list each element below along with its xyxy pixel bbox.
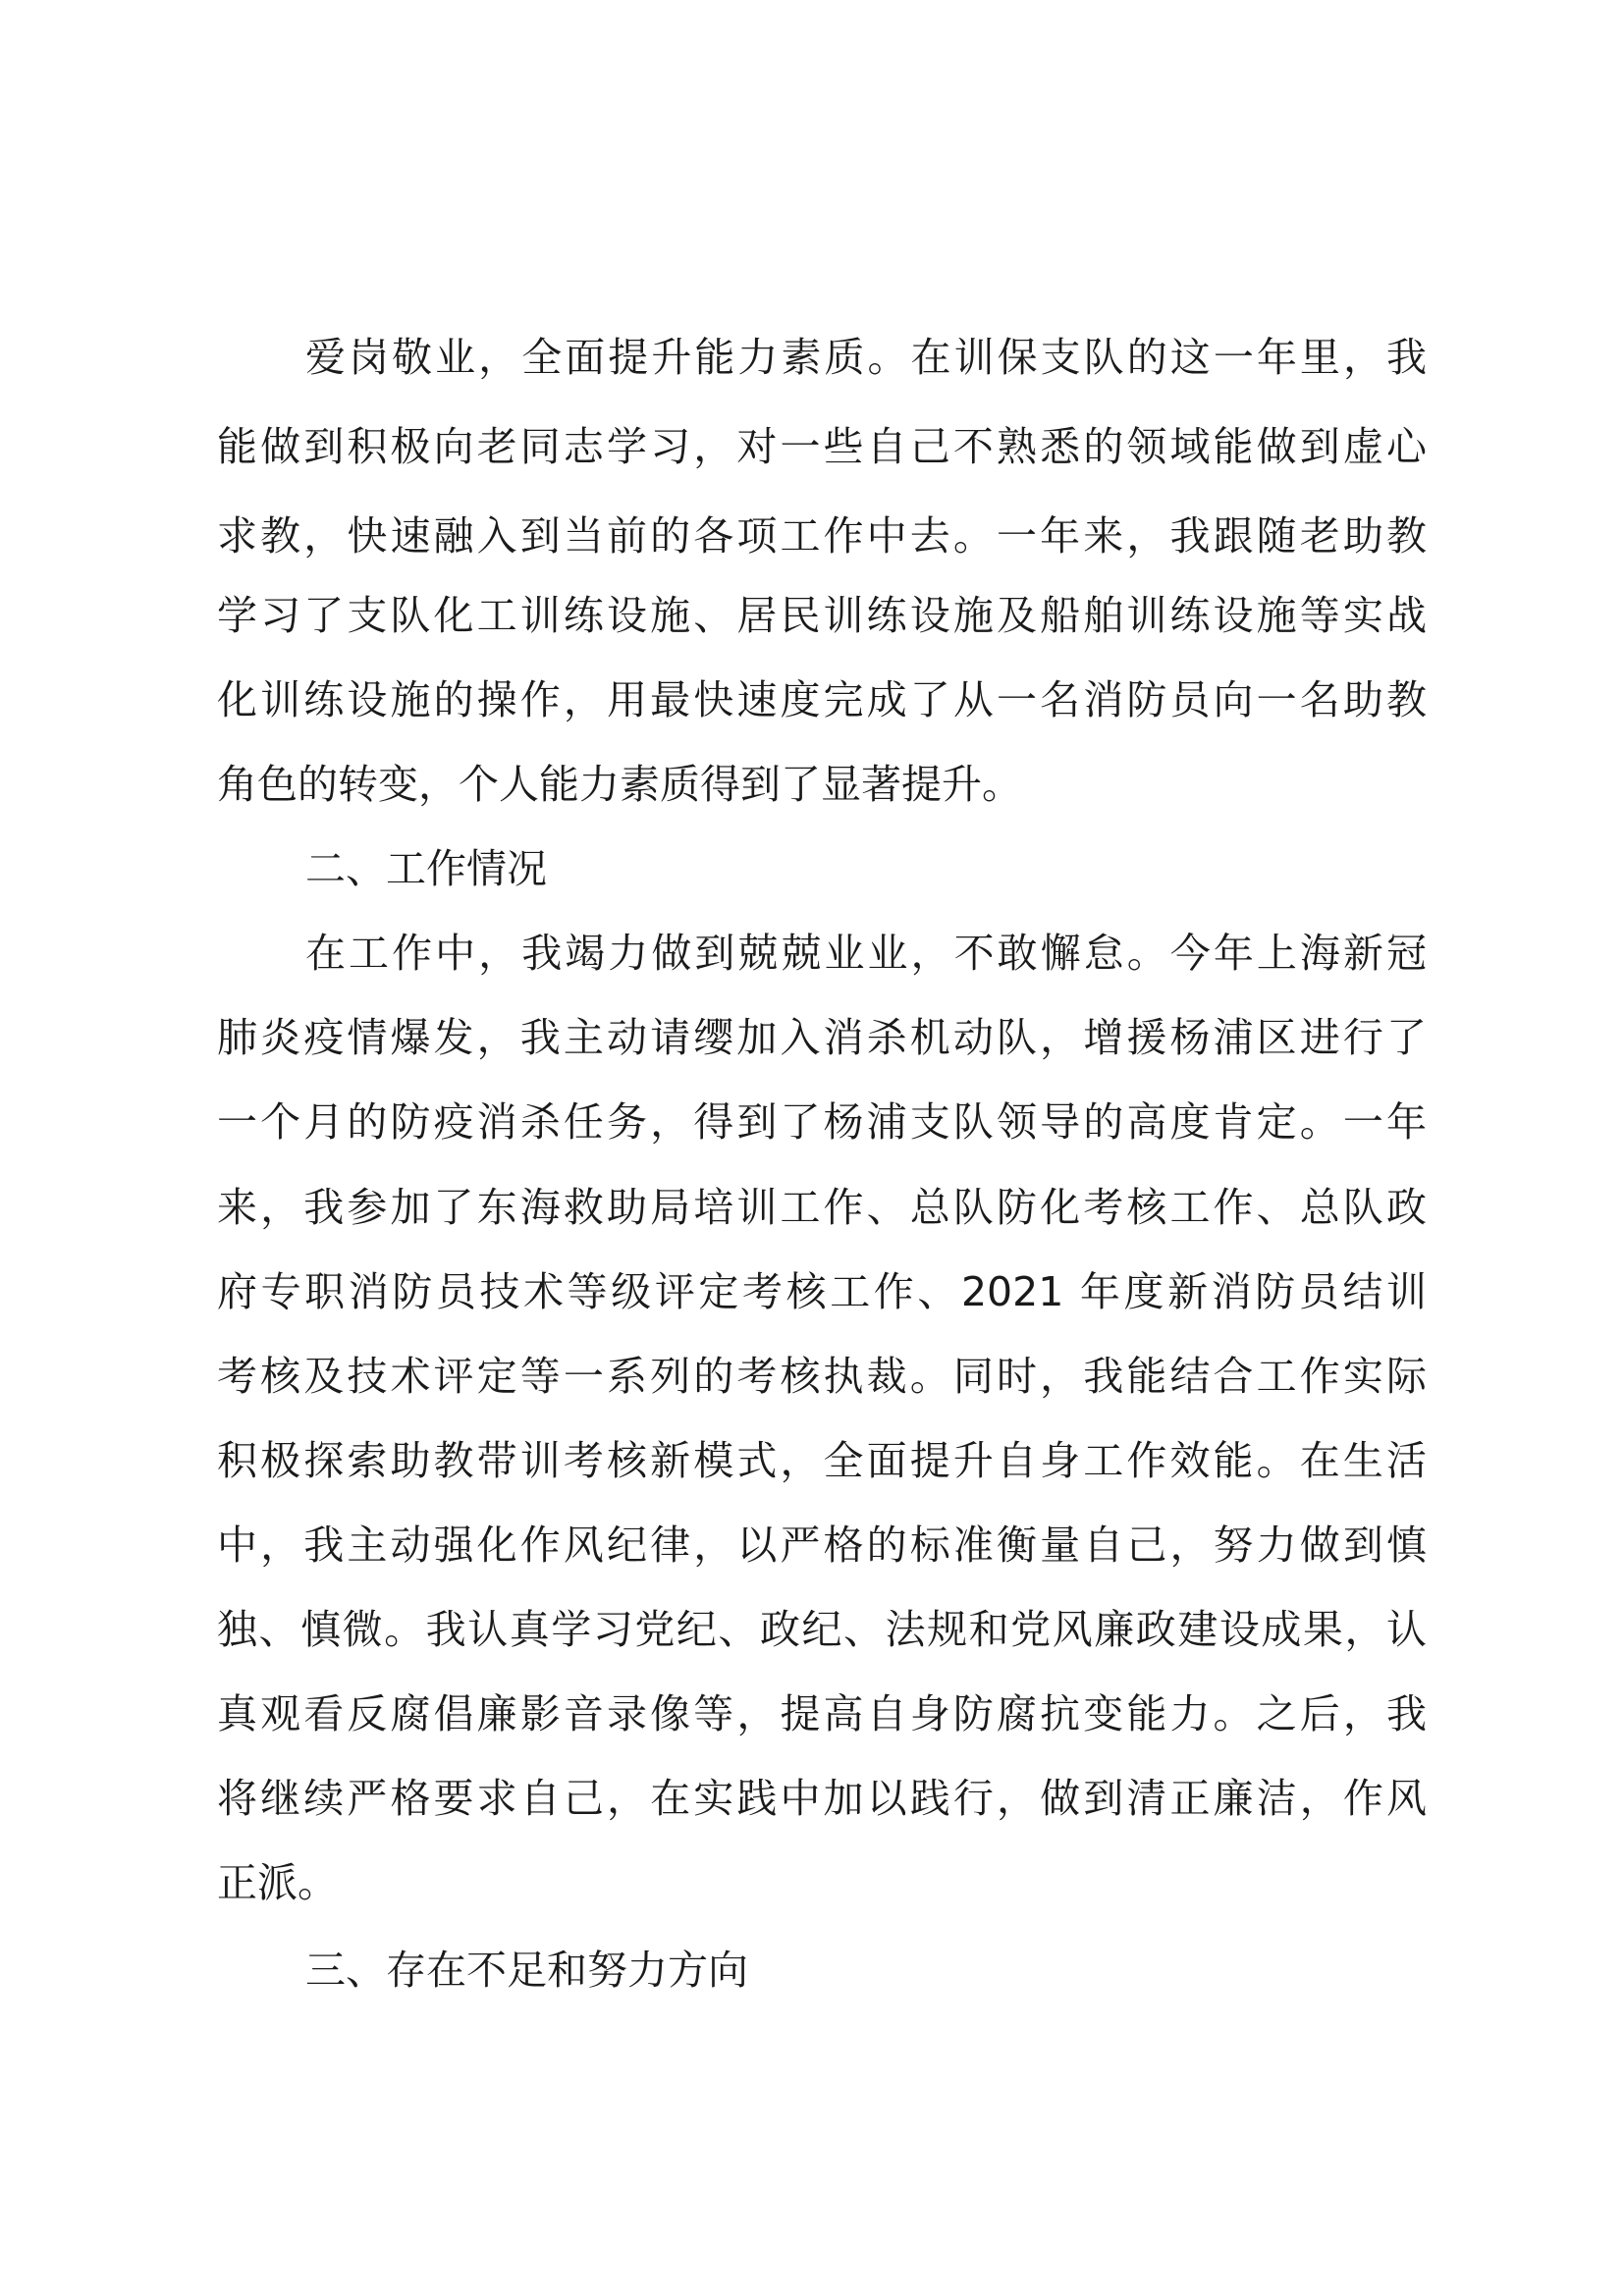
paragraph-line: 府专职消防员技术等级评定考核工作、2021 年度新消防员结训 [217,1268,1427,1315]
section-heading: 二、工作情况 [305,845,547,892]
paragraph-line: 角色的转变，个人能力素质得到了显著提升。 [217,761,1022,808]
section-heading: 三、存在不足和努力方向 [305,1947,748,1994]
paragraph-line: 来，我参加了东海救助局培训工作、总队防化考核工作、总队政 [217,1184,1427,1231]
paragraph-line: 正派。 [217,1859,338,1906]
paragraph-line: 爱岗敬业，全面提升能力素质。在训保支队的这一年里，我 [305,334,1427,381]
paragraph-line: 真观看反腐倡廉影音录像等，提高自身防腐抗变能力。之后，我 [217,1690,1427,1737]
paragraph-line: 能做到积极向老同志学习，对一些自己不熟悉的领域能做到虚心 [217,423,1427,470]
paragraph-line: 求教，快速融入到当前的各项工作中去。一年来，我跟随老助教 [217,512,1427,560]
paragraph-line: 积极探索助教带训考核新模式，全面提升自身工作效能。在生活 [217,1437,1427,1484]
paragraph-line: 肺炎疫情爆发，我主动请缨加入消杀机动队，增援杨浦区进行了 [217,1014,1427,1061]
paragraph-line: 在工作中，我竭力做到兢兢业业，不敢懈怠。今年上海新冠 [305,930,1427,977]
paragraph-line: 中，我主动强化作风纪律，以严格的标准衡量自己，努力做到慎 [217,1522,1427,1569]
paragraph-line: 学习了支队化工训练设施、居民训练设施及船舶训练设施等实战 [217,592,1427,639]
paragraph-line: 化训练设施的操作，用最快速度完成了从一名消防员向一名助教 [217,676,1427,723]
paragraph-line: 独、慎微。我认真学习党纪、政纪、法规和党风廉政建设成果，认 [217,1606,1427,1653]
paragraph-line: 考核及技术评定等一系列的考核执裁。同时，我能结合工作实际 [217,1353,1427,1400]
paragraph-line: 将继续严格要求自己，在实践中加以践行，做到清正廉洁，作风 [217,1775,1427,1822]
paragraph-line: 一个月的防疫消杀任务，得到了杨浦支队领导的高度肯定。一年 [217,1098,1427,1146]
